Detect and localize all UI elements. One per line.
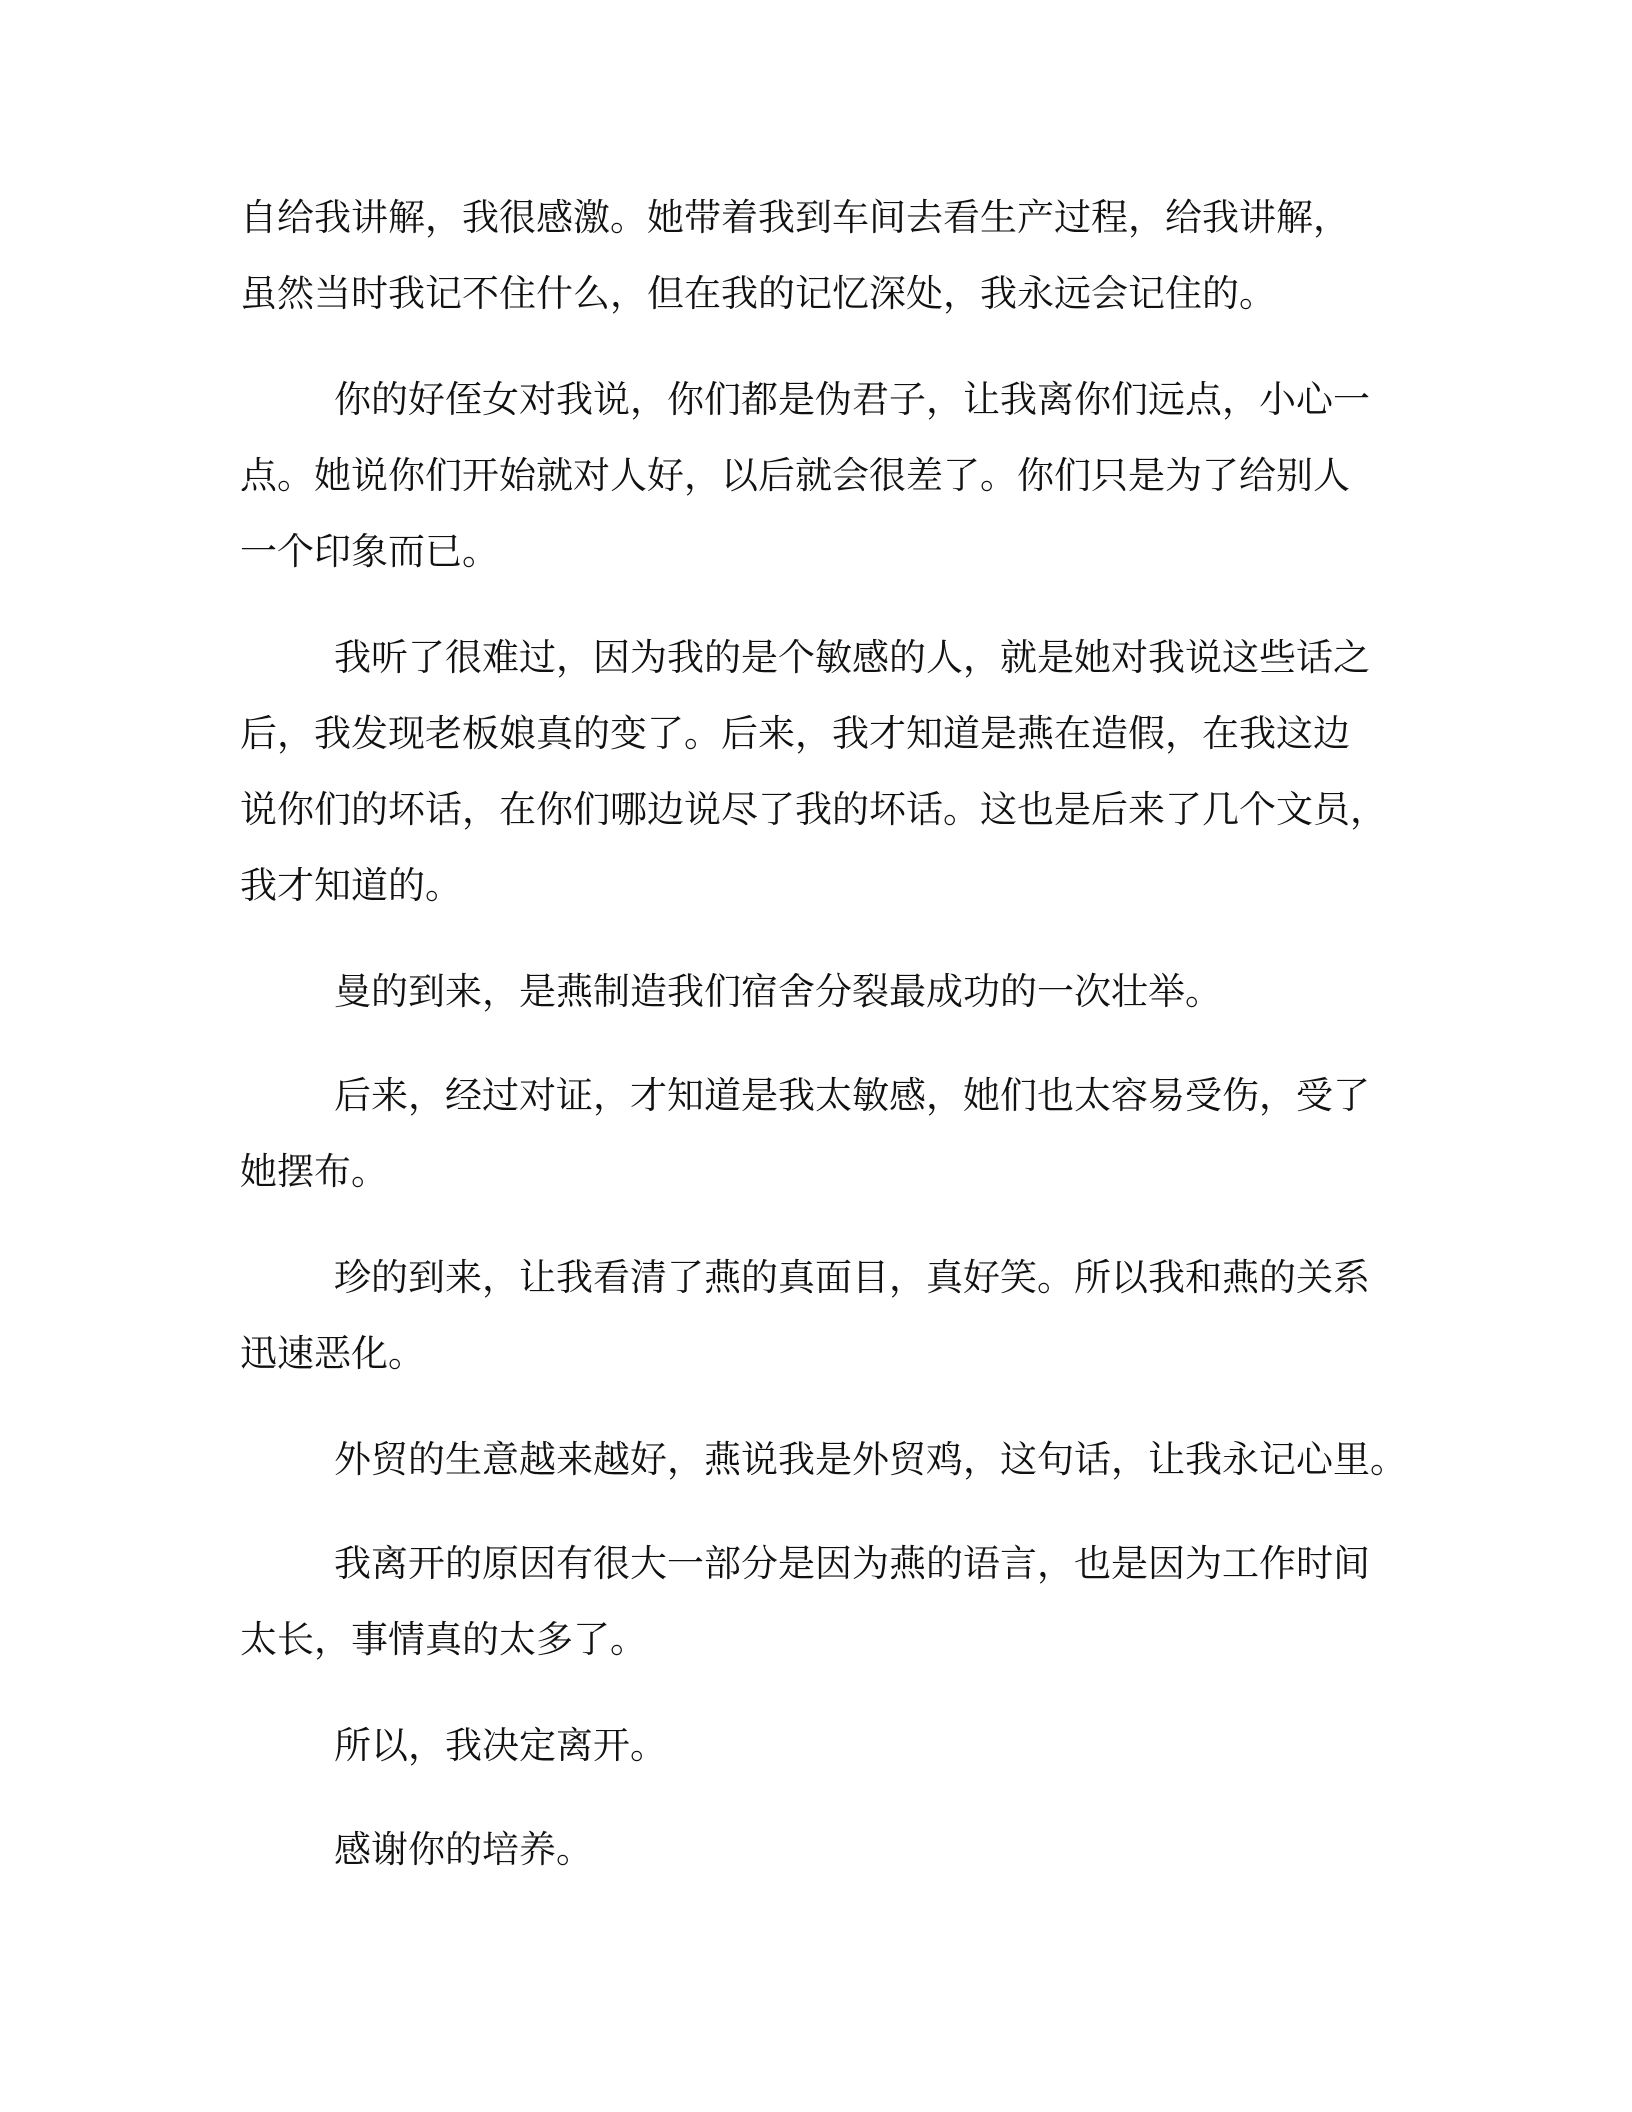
text-line: 外贸的生意越来越好，燕说我是外贸鸡，这句话，让我永记心里。 <box>334 1438 1407 1481</box>
text-line: 太长，事情真的太多了。 <box>240 1618 647 1661</box>
text-line: 迅速恶化。 <box>240 1332 425 1375</box>
text-line: 我离开的原因有很大一部分是因为燕的语言，也是因为工作时间 <box>334 1542 1370 1585</box>
text-line: 一个印象而已。 <box>240 530 499 573</box>
text-line: 我听了很难过，因为我的是个敏感的人，就是她对我说这些话之 <box>334 636 1370 679</box>
text-line: 她摆布。 <box>240 1150 388 1193</box>
text-line: 珍的到来，让我看清了燕的真面目，真好笑。所以我和燕的关系 <box>334 1256 1370 1299</box>
text-line: 你的好侄女对我说，你们都是伪君子，让我离你们远点，小心一 <box>334 378 1370 421</box>
text-line: 说你们的坏话，在你们哪边说尽了我的坏话。这也是后来了几个文员， <box>240 788 1387 831</box>
text-line: 后，我发现老板娘真的变了。后来，我才知道是燕在造假，在我这边 <box>240 712 1350 755</box>
text-line: 感谢你的培养。 <box>334 1828 593 1871</box>
text-line: 曼的到来，是燕制造我们宿舍分裂最成功的一次壮举。 <box>334 970 1222 1013</box>
text-line: 自给我讲解，我很感激。她带着我到车间去看生产过程，给我讲解， <box>240 196 1350 239</box>
text-line: 虽然当时我记不住什么，但在我的记忆深处，我永远会记住的。 <box>240 272 1276 315</box>
text-line: 我才知道的。 <box>240 864 462 907</box>
text-line: 后来，经过对证，才知道是我太敏感，她们也太容易受伤，受了 <box>334 1074 1370 1117</box>
text-line: 点。她说你们开始就对人好，以后就会很差了。你们只是为了给别人 <box>240 454 1350 497</box>
text-line: 所以，我决定离开。 <box>334 1724 667 1767</box>
